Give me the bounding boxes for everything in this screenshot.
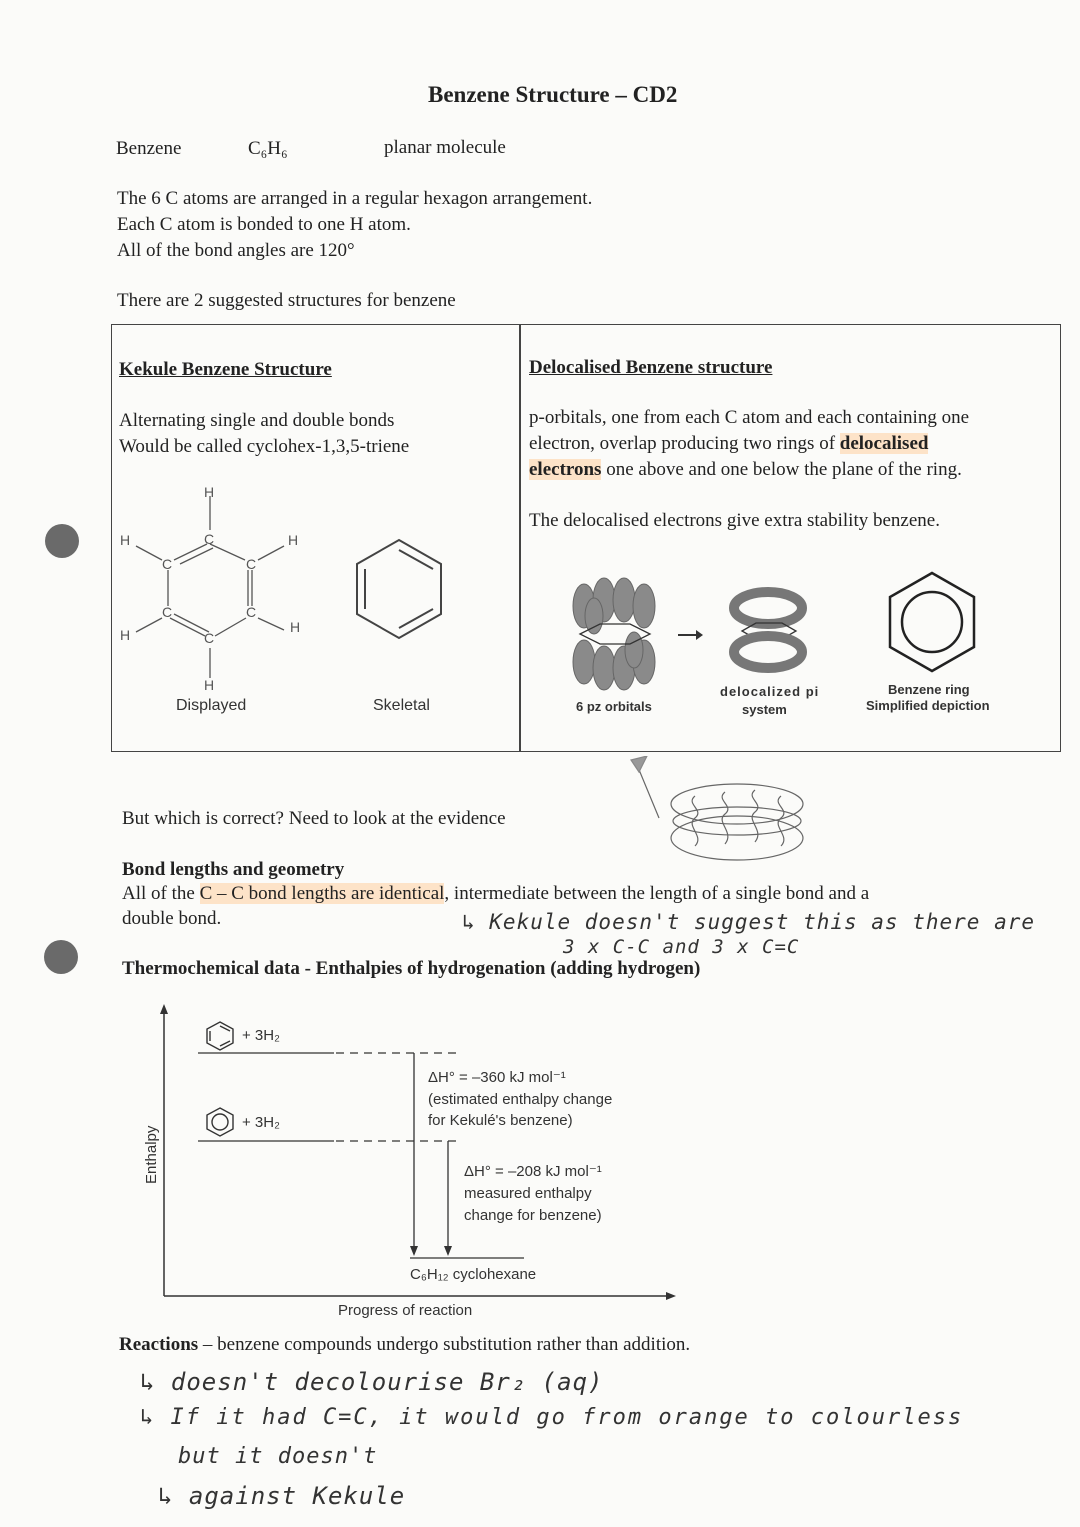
hand-note-2: ↳ If it had C=C, it would go from orange to colourless (140, 1405, 964, 1430)
fact-1: The 6 C atoms are arranged in a regular hexagon arrangement. (117, 188, 593, 209)
x-axis-label: Progress of reaction (338, 1302, 473, 1319)
suggested-line: There are 2 suggested structures for benzene (117, 290, 456, 311)
intro-formula: C₆H₆ (248, 138, 288, 159)
reactions-line: Reactions – benzene compounds undergo substitution rather than addition. (119, 1334, 691, 1355)
dh2-note-2: change for benzene) (464, 1207, 602, 1224)
dh1-note-2: for Kekulé's benzene) (428, 1112, 573, 1129)
hand-note-3: but it doesn't (178, 1444, 378, 1469)
dh2-note-1: measured enthalpy (464, 1185, 592, 1202)
atom-h-right-upper: H (288, 532, 299, 548)
kekule-line-1: Alternating single and double bonds (119, 410, 395, 431)
y-axis-label: Enthalpy (143, 1125, 160, 1184)
atom-c-right-lower: C (246, 604, 257, 620)
skeletal-label: Skeletal (373, 697, 430, 714)
highlight-bond-lengths: C – C bond lengths are identical (199, 883, 445, 904)
displayed-label: Displayed (176, 697, 247, 714)
highlight-delocalised: delocalised (839, 433, 929, 454)
atom-c-left-lower: C (162, 604, 173, 620)
atom-c-right-upper: C (246, 556, 257, 572)
kekule-heading: Kekule Benzene Structure (119, 359, 332, 380)
delocalised-para-1b: electron, overlap producing two rings of delocalised (529, 433, 929, 454)
punch-hole-top (45, 524, 79, 558)
delocalised-heading: Delocalised Benzene structure (529, 357, 773, 378)
kekule-benzene-icon (207, 1022, 233, 1050)
delocalized-pi-image (718, 586, 818, 676)
kekule-skeletal-structure (352, 536, 446, 644)
delocalised-para-1a: p-orbitals, one from each C atom and each containing one (529, 407, 970, 428)
benzene-ring-label-b: Simplified depiction (866, 698, 990, 713)
atom-c-top: C (204, 531, 215, 547)
atom-h-right-lower: H (290, 619, 301, 635)
delocalised-para-1c: electrons one above and one below the plane of the ring. (529, 459, 962, 480)
page-title: Benzene Structure – CD2 (428, 82, 678, 107)
atom-h-left-lower: H (120, 627, 131, 643)
bond-line-1: All of the C – C bond lengths are identical, intermediate between the length of a single bond and a (122, 883, 870, 904)
hand-note-1: ↳ doesn't decolourise Br₂ (aq) (140, 1368, 604, 1396)
dh1-label: ΔH° = –360 kJ mol⁻¹ (428, 1069, 566, 1086)
level-benzene-label: + 3H₂ (242, 1114, 280, 1131)
fact-2: Each C atom is bonded to one H atom. (117, 214, 411, 235)
thermo-heading: Thermochemical data - Enthalpies of hydrogenation (adding hydrogen) (122, 958, 701, 979)
product-label: C₆H₁₂ cyclohexane (410, 1266, 537, 1283)
pi-system-label-b: system (742, 702, 787, 717)
dh2-label: ΔH° = –208 kJ mol⁻¹ (464, 1163, 602, 1180)
benzene-ring-icon (885, 570, 979, 676)
intro-name: Benzene (116, 138, 182, 159)
enthalpy-diagram (130, 1000, 690, 1330)
punch-hole-bottom (44, 940, 78, 974)
note-kekule-line-1: ↳ Kekule doesn't suggest this as there are (462, 910, 1036, 934)
hand-note-4: ↳ against Kekule (158, 1482, 406, 1510)
benzene-icon (207, 1108, 233, 1136)
atom-h-left-upper: H (120, 532, 131, 548)
kekule-line-2: Would be called cyclohex-1,3,5-triene (119, 436, 410, 457)
kekule-displayed-structure (112, 478, 322, 700)
hand-sketch-orbitals (625, 756, 820, 872)
benzene-ring-label-a: Benzene ring (888, 682, 970, 697)
delocalised-para-2: The delocalised electrons give extra stability benzene. (529, 510, 940, 531)
dh1-note-1: (estimated enthalpy change (428, 1091, 613, 1108)
structures-divider (519, 324, 521, 752)
pz-orbitals-label: 6 pz orbitals (576, 699, 652, 714)
atom-h-bottom: H (204, 677, 215, 693)
pi-system-label-a: delocalized pi (720, 684, 820, 699)
atom-c-left-upper: C (162, 556, 173, 572)
bond-line-2: double bond. (122, 908, 222, 929)
intro-shape: planar molecule (384, 137, 506, 158)
bond-heading: Bond lengths and geometry (122, 859, 345, 880)
level-kekule-label: + 3H₂ (242, 1027, 280, 1044)
atom-h-top: H (204, 484, 215, 500)
highlight-electrons: electrons (529, 459, 602, 480)
arrow-icon (676, 628, 704, 642)
fact-3: All of the bond angles are 120° (117, 240, 355, 261)
atom-c-bottom: C (204, 630, 215, 646)
evidence-question: But which is correct? Need to look at the evidence (122, 808, 506, 829)
note-kekule-line-2: 3 x C-C and 3 x C=C (563, 936, 800, 958)
pz-orbitals-image (558, 572, 668, 700)
